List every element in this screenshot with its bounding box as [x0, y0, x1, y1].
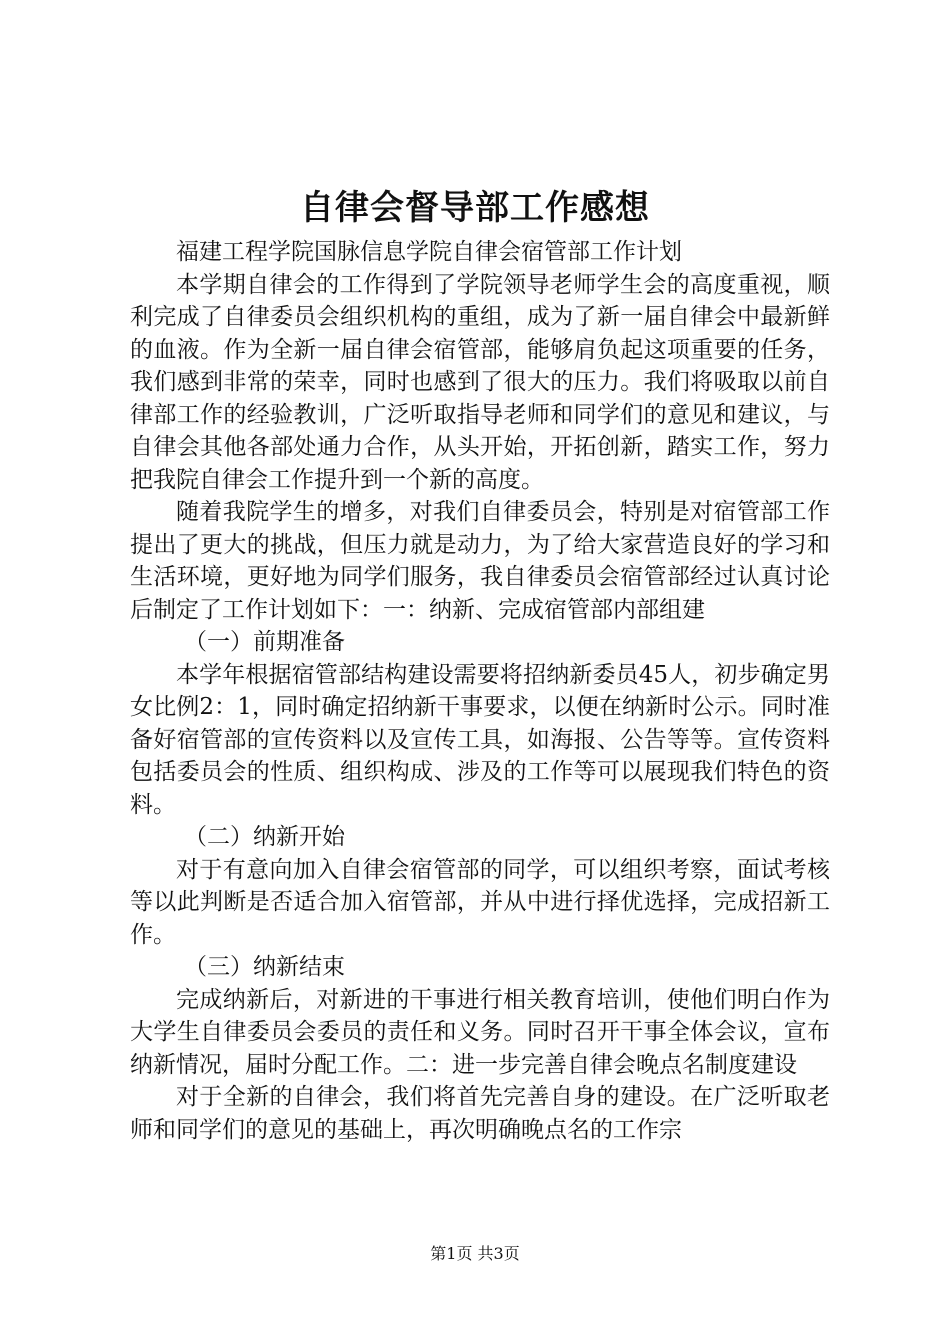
page-number-footer: 第1页 共3页: [430, 1244, 520, 1263]
section-heading-preparation: （一）前期准备: [184, 629, 346, 655]
paragraph-heading-line: 福建工程学院国脉信息学院自律会宿管部工作计划: [176, 239, 682, 265]
paragraph-preparation: 本学年根据宿管部结构建设需要将招纳新委员45人，初步确定男女比例2：1，同时确定招纳新干事要求，以便在纳新时公示。同时准备好宿管部的宣传资料以及宣传工具，如海报、公告等等。宣传资料包括委员会的性质、组织构成、涉及的工作等可以展现我们特色的资料。: [130, 661, 830, 818]
document-title: 自律会督导部工作感想: [300, 188, 650, 228]
section-heading-recruit-start: （二）纳新开始: [184, 824, 346, 850]
paragraph-roll-call: 对于全新的自律会，我们将首先完善自身的建设。在广泛听取老师和同学们的意见的基础上，再次明确晚点名的工作宗: [130, 1084, 830, 1143]
paragraph-recruit-start: 对于有意向加入自律会宿管部的同学，可以组织考察，面试考核等以此判断是否适合加入宿管部，并从中进行择优选择，完成招新工作。: [130, 856, 830, 948]
document-body: [130, 236, 830, 1146]
paragraph-plan: 随着我院学生的增多，对我们自律委员会，特别是对宿管部工作提出了更大的挑战，但压力就是动力，为了给大家营造良好的学习和生活环境，更好地为同学们服务，我自律委员会宿管部经过认真讨论后制定了工作计划如下：一：纳新、完成宿管部内部组建: [130, 499, 830, 623]
paragraph-intro: 本学期自律会的工作得到了学院领导老师学生会的高度重视，顺利完成了自律委员会组织机构的重组，成为了新一届自律会中最新鲜的血液。作为全新一届自律会宿管部，能够肩负起这项重要的任务，我们感到非常的荣幸，同时也感到了很大的压力。我们将吸取以前自律部工作的经验教训，广泛听取指导老师和同学们的意见和建议，与自律会其他各部处通力合作，从头开始，开拓创新，踏实工作，努力把我院自律会工作提升到一个新的高度。: [130, 271, 830, 493]
section-heading-recruit-end: （三）纳新结束: [184, 954, 346, 980]
paragraph-recruit-end: 完成纳新后，对新进的干事进行相关教育培训，使他们明白作为大学生自律委员会委员的责任和义务。同时召开干事全体会议，宣布纳新情况，届时分配工作。二：进一步完善自律会晚点名制度建设: [130, 986, 830, 1078]
